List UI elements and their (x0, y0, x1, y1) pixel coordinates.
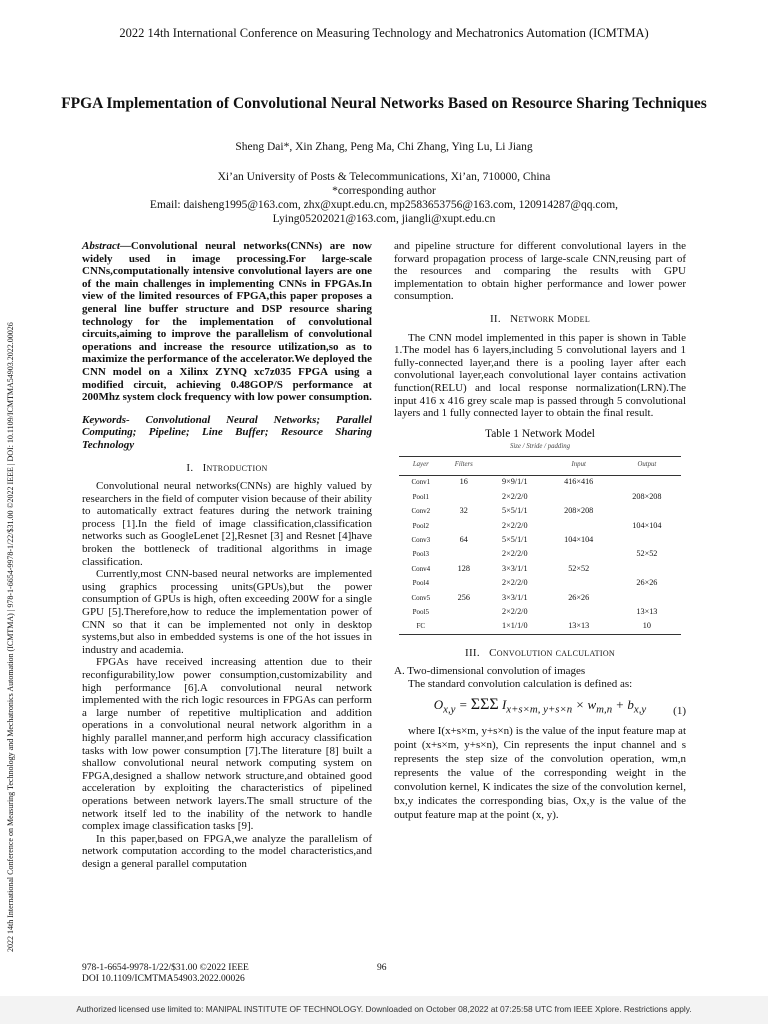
table-cell (443, 576, 485, 590)
table-row (399, 591, 681, 605)
table-cell (545, 547, 613, 561)
section-number: I. (186, 461, 194, 474)
equation-1 (394, 695, 686, 717)
table-cell: 104×104 (564, 534, 594, 544)
table-cell: 16 (443, 475, 485, 490)
email-line: Email: daisheng1995@163.com, zhx@xupt.edu.cn, mp2583653756@163.com, 120914287@qq.com, (149, 199, 619, 211)
table-cell: 5×5/1/1 (502, 534, 528, 544)
sidebar-citation (6, 102, 20, 952)
table-cell: Pool3 (412, 550, 429, 559)
section-number: II. (489, 312, 501, 325)
table-row (399, 562, 681, 576)
affiliation-block (0, 170, 768, 226)
equation-number: (1) (673, 704, 686, 717)
table-cell: 26×26 (636, 578, 658, 588)
table-caption: Size / Stride / padding (399, 440, 681, 456)
table-cell (443, 547, 485, 561)
page-number: 96 (377, 963, 387, 973)
section-heading-convolution (394, 647, 686, 660)
table-cell: 5×5/1/1 (502, 506, 528, 516)
table-cell: 13×13 (545, 619, 613, 634)
table-header-cell: Input (571, 460, 586, 468)
table-row (399, 605, 681, 619)
table-cell: Conv1 (399, 475, 443, 490)
right-column (394, 240, 686, 822)
table-title: Table 1 Network Model (484, 427, 595, 440)
table-row (399, 547, 681, 561)
table-cell (545, 605, 613, 619)
table-row (399, 475, 681, 490)
paragraph: The CNN model implemented in this paper is shown in Table 1.The model has 6 layers,including 5 convolutional layers and 1 fully-connected layer,and there is a pooling layer after each convolutional layer,each convolutional layer contains activation function(RELU) and local response normalization(LRN).The input 416 x 416 grey scale map is passed through 5 convolutional layers and 1 fully connected layer to obtain the final result. (394, 331, 686, 420)
table-cell: 32 (459, 506, 468, 516)
abstract (82, 240, 372, 404)
table-cell: 13×13 (636, 606, 658, 616)
table-cell: 416×416 (545, 475, 613, 490)
table-header-row (399, 456, 681, 475)
network-model-table (399, 440, 681, 634)
table-cell (545, 576, 613, 590)
table-cell: 208×208 (564, 506, 594, 516)
table-cell (613, 562, 681, 576)
paragraph: and pipeline structure for different convolutional layers in the forward propagation process of large-scale CNN,reusing part of the resources and comparing the results with GPU implementation to obtain higher performance and lower power consumption. (394, 240, 686, 303)
paragraph: where I(x+s×m, y+s×n) is the value of the input feature map at point (x+s×m, y+s×n), Cin represents the input channel and s represents the step size of the convolution operation, wm,n represents the value of the corresponding weight in the convolution kernel, K indicates the size of the convolution kernel, bx,y indicates the corresponding bias, Ox,y is the value of the output feature map at the point (x, y). (394, 724, 686, 821)
keywords: Keywords- Convolutional Neural Networks; Parallel Computing; Pipeline; Line Buffer; Resource Sharing Technology (82, 413, 372, 451)
table-cell (443, 605, 485, 619)
paragraph: The standard convolution calculation is defined as: (408, 677, 633, 690)
table-cell: Conv5 (411, 593, 431, 602)
table-row (399, 504, 681, 518)
table-cell: Conv3 (411, 535, 431, 544)
table-cell: Pool1 (412, 492, 429, 501)
table-cell (613, 475, 681, 490)
table-cell: 2×2/2/0 (502, 606, 528, 616)
table-cell: 64 (459, 534, 468, 544)
paragraph: FPGAs have received increasing attention due to their reconfigurability,low power consumption,customizability and high performance [6].A convolutional neural network implemented with the rich logic resources in FPGAs can perform a large number of repetitive multiplication and addition operations in a convolutional neural network algorithm in a highly parallel manner,and perform high accuracy classification tasks with low power consumption [7].The literature [8] built a shallow convolutional neural network computing system on FPGA,designed a shallow network structure,and obtained good acceleration by exploiting the characteristics of pipelined operations between network layers.The small structure of the network itself led to the inability of the network to handle complex image classification tasks [9]. (82, 656, 372, 833)
left-column (82, 240, 372, 871)
section-number: III. (465, 646, 480, 659)
email-line: Lying05202021@163.com, jiangli@xupt.edu.cn (272, 213, 496, 225)
table-cell: 3×3/1/1 (502, 592, 528, 602)
table-header-cell: Filters (454, 460, 473, 468)
table-row (399, 490, 681, 504)
table-cell: Pool5 (412, 607, 429, 616)
table-cell: Conv2 (411, 507, 431, 516)
sidebar-citation-text: 2022 14th International Conference on Measuring Technology and Mechatronics Automation (ICMTMA) | 978-1-6654-9978-1/22/$31.00 ©2022 IEEE | DOI: 10.1109/ICMTMA54903.2022.00026 (6, 322, 15, 952)
table-cell: 26×26 (568, 592, 590, 602)
table-cell: 52×52 (636, 549, 658, 559)
corresponding-note: *corresponding author (332, 185, 436, 197)
table-header-cell: Layer (412, 460, 429, 468)
table-cell (613, 591, 681, 605)
affiliation-line: Xi’an University of Posts & Telecommunications, Xi’an, 710000, China (217, 171, 551, 183)
footer-copyright (82, 963, 249, 985)
table-cell: 104×104 (632, 520, 662, 530)
abstract-lead: Abstract (82, 240, 120, 252)
table-cell (545, 519, 613, 533)
section-title: Convolution calculation (489, 646, 615, 659)
section-heading-network-model (394, 313, 686, 326)
table-cell: FC (399, 619, 443, 634)
conference-header: 2022 14th International Conference on Measuring Technology and Mechatronics Automation (ICMTMA) (119, 26, 649, 40)
table-cell: 128 (457, 563, 470, 573)
table-cell (545, 490, 613, 504)
table-cell (443, 490, 485, 504)
paragraph: In this paper,based on FPGA,we analyze the parallelism of network computation according to the model characteristics,and design a general parallel computation (82, 832, 372, 870)
subsection-heading: A. Two-dimensional convolution of images (394, 665, 586, 678)
equation-formula: $O_{x,y} = \Sigma\Sigma\Sigma$ $I_{x+s\times m, y+s\times n} \times w_{m,n} + b_{x,y}$ (433, 695, 647, 716)
table-cell: 2×2/2/0 (502, 549, 528, 559)
table-cell: 2×2/2/0 (502, 578, 528, 588)
table-cell: Pool4 (412, 579, 429, 588)
table-cell: 9×9/1/1 (485, 475, 545, 490)
table-row (399, 519, 681, 533)
footer-isbn: 978-1-6654-9978-1/22/$31.00 ©2022 IEEE (82, 963, 249, 973)
table-cell: 256 (457, 592, 470, 602)
table-cell (613, 533, 681, 547)
section-title: Introduction (202, 461, 268, 474)
table-cell: 2×2/2/0 (502, 520, 528, 530)
table-cell: 208×208 (632, 491, 662, 501)
footer-doi: DOI 10.1109/ICMTMA54903.2022.00026 (82, 974, 245, 984)
paragraph: Currently,most CNN-based neural networks are implemented using graphics processing units(GPUs),but the power consumption of GPUs is high, often exceeding 200W for a single GPU [5].Therefore,how to reduce the implementation power of CNN so that it can be implemented not only in desktop systems,but also in embedded systems is one of the hot issues in industry and academia. (82, 568, 372, 656)
paper-authors: Sheng Dai*, Xin Zhang, Peng Ma, Chi Zhang, Ying Lu, Li Jiang (235, 141, 533, 153)
table-cell: Conv4 (411, 564, 431, 573)
table-header-cell: Output (637, 460, 657, 468)
paragraph: Convolutional neural networks(CNNs) are highly valued by researchers in the field of computer vision because of their ability to automatically extract features during the network training process [1].In the field of image classification,classification networks such as GoogleLenet [2],Resnet [3] and Resnet [4]have broken the bottleneck of traditional algorithms in image classification. (82, 480, 372, 568)
section-title: Network Model (510, 312, 591, 325)
paper-title: FPGA Implementation of Convolutional Neural Networks Based on Resource Sharing Techniques (61, 95, 707, 112)
table-cell: 3×3/1/1 (502, 563, 528, 573)
table-cell (443, 519, 485, 533)
table-cell: Pool2 (412, 521, 429, 530)
table-cell: 10 (613, 619, 681, 634)
table-cell: 2×2/2/0 (502, 491, 528, 501)
table-header-cell (485, 456, 545, 475)
table-row (399, 619, 681, 634)
table-row (399, 576, 681, 590)
table-cell (443, 619, 485, 634)
table-cell (613, 504, 681, 518)
license-notice: Authorized licensed use limited to: MANIPAL INSTITUTE OF TECHNOLOGY. Downloaded on October 08,2022 at 07:25:58 UTC from IEEE Xplore. Restrictions apply. (76, 1004, 692, 1014)
abstract-text: —Convolutional neural networks(CNNs) are now widely used in image processing.For large-scale CNNs,computationally intensive convolutional layers are one of the main challenges in implementing CNNs in FPGAs.In view of the limited resources of FPGA,this paper proposes a general line buffer structure and DSP resource sharing technology for the implementation of convolutional circuits,aiming to improve the parallelism of convolutional operations and increase the resource utilization,so as to maximize the performance of the accelerator.We deployed the CNN model on a Xilinx ZYNQ xc7z035 FPGA using a modified circuit, achieving 0.48GOP/S performance at 200Mhz system clock frequency with low power consumption. (82, 240, 372, 404)
table-cell: 1×1/1/0 (485, 619, 545, 634)
section-heading-introduction (82, 462, 372, 475)
table-cell: 52×52 (568, 563, 590, 573)
table-row (399, 533, 681, 547)
